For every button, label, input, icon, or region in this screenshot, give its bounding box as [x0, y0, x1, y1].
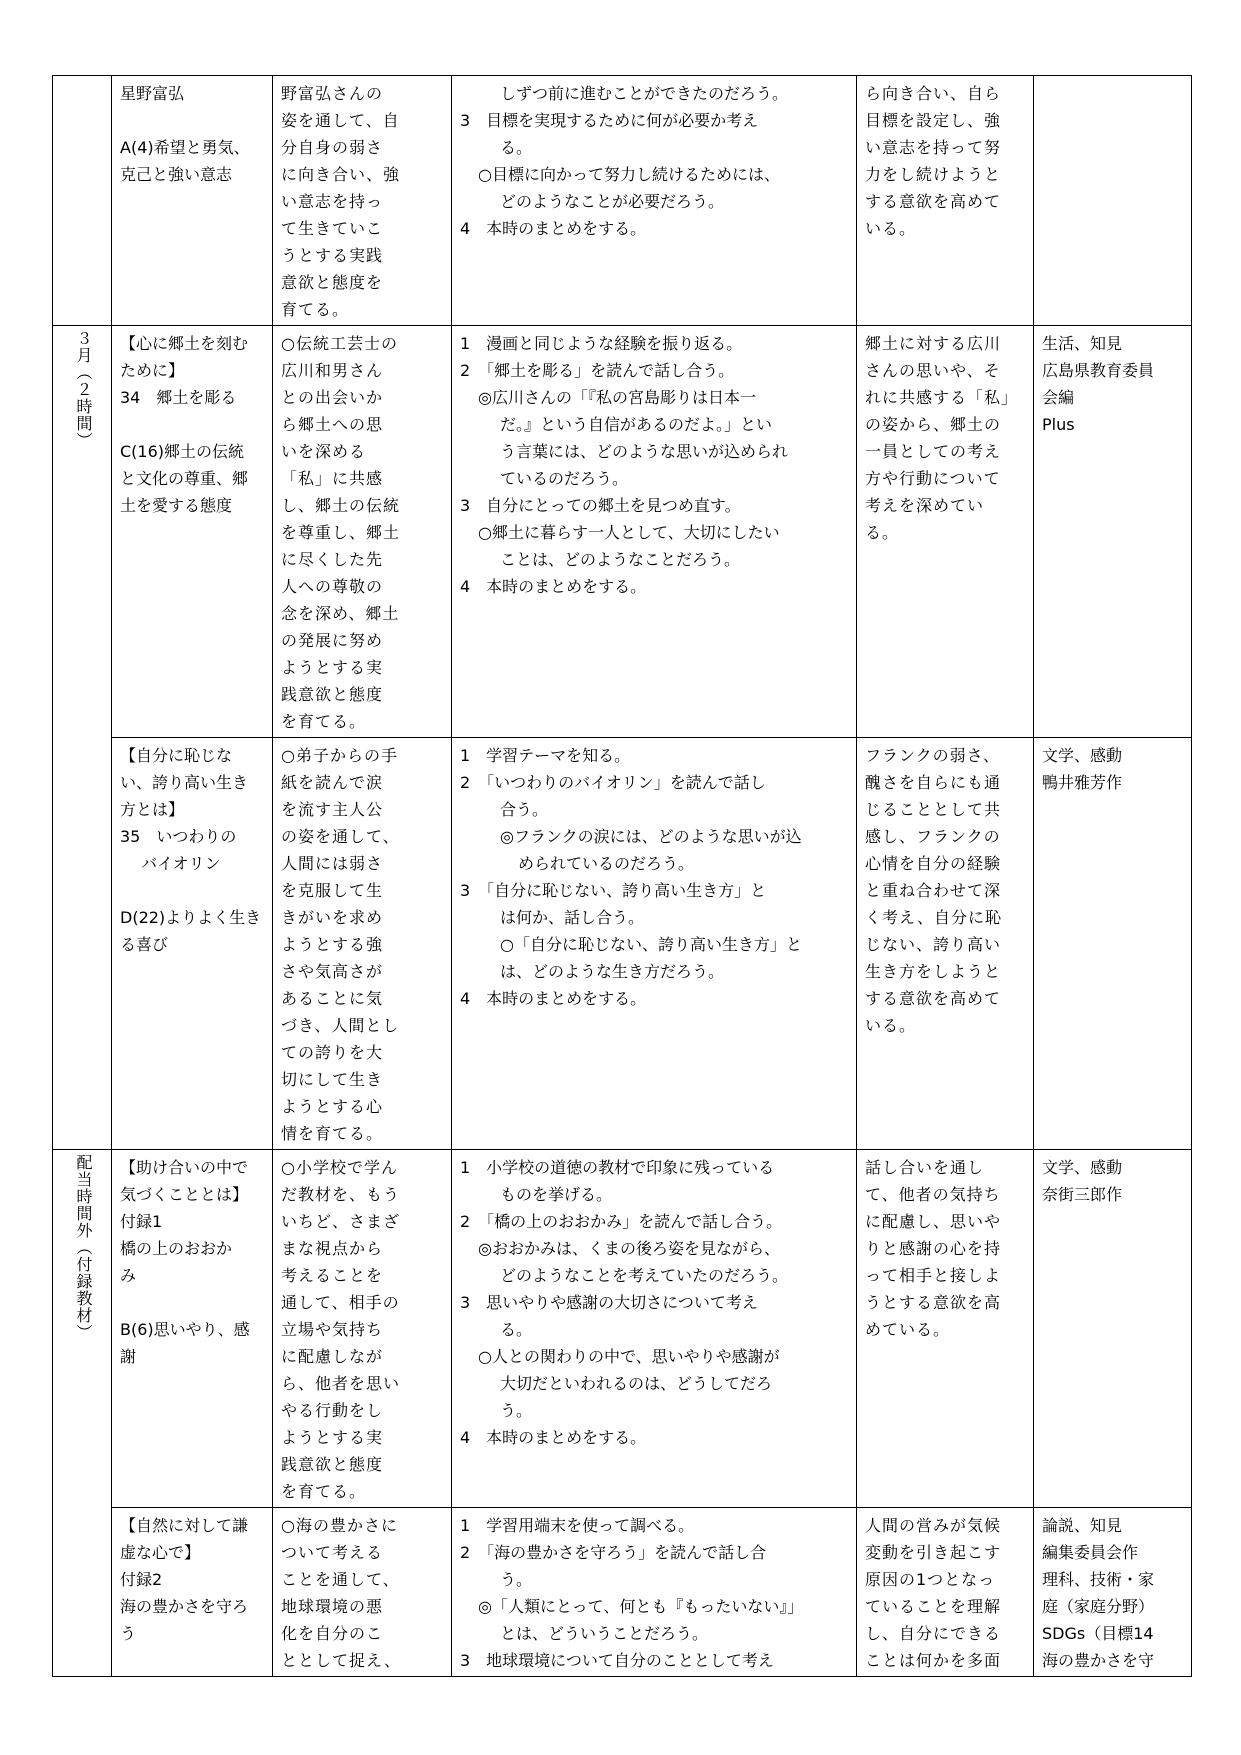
unit-cell — [112, 738, 273, 1150]
cell-line: ら、他者を思い — [281, 1374, 401, 1393]
cell-line: いを深める — [281, 442, 367, 461]
cell-line: ○海の豊かさに — [281, 1516, 398, 1535]
unit-cell — [112, 1150, 273, 1508]
unit-cell — [112, 76, 273, 326]
cell-line: を育てる。 — [281, 1482, 367, 1501]
related-cell — [1034, 738, 1192, 1150]
cell-line: どのようなことが必要だろう。 — [500, 192, 725, 211]
cell-line: 35 いつわりの — [120, 827, 237, 846]
cell-line: 海の豊かさを守ろ — [120, 1597, 249, 1616]
cell-line: 心情を自分の経験 — [865, 854, 1002, 873]
cell-line: められているのだろう。 — [518, 854, 695, 873]
cell-line: B(6)思いやり、感 — [120, 1320, 250, 1339]
cell-line: 気づくこととは】 — [120, 1185, 249, 1204]
cell-line: を尊重し、郷土 — [281, 523, 401, 542]
cell-line: ての誇りを大 — [281, 1043, 384, 1062]
eval-cell — [857, 1150, 1034, 1508]
cell-line: 3 「自分に恥じない、誇り高い生き方」と — [460, 881, 767, 900]
cell-line: C(16)郷土の伝統 — [120, 442, 245, 461]
cell-line: じることとして共 — [865, 800, 1002, 819]
cell-line: ◎おおかみは、くまの後ろ姿を見ながら、 — [478, 1239, 780, 1258]
cell-line: に配慮し、思いや — [865, 1212, 1002, 1231]
cell-line: 変動を引き起こす — [865, 1543, 1002, 1562]
cell-line: 1 学習用端末を使って調べる。 — [460, 1516, 695, 1535]
cell-line: 力をし続けようと — [865, 165, 1002, 184]
cell-line: 奈街三郎作 — [1042, 1185, 1123, 1204]
cell-line: 3 思いやりや感謝の大切さについて考え — [460, 1293, 758, 1312]
cell-line: に向き合い、強 — [281, 165, 401, 184]
cell-line: ○伝統工芸士の — [281, 334, 398, 353]
cell-line: SDGs（目標14 — [1042, 1624, 1154, 1643]
cell-line — [120, 107, 266, 134]
cell-line: 克己と強い意志 — [120, 165, 233, 184]
month-cell — [53, 76, 112, 326]
cell-line: さや気高さが — [281, 962, 384, 981]
cell-line: 一員としての考え — [865, 442, 1002, 461]
cell-line: 郷土に対する広川 — [865, 334, 1002, 353]
cell-line: て、他者の気持ち — [865, 1185, 1001, 1204]
cell-line: ◎フランクの涙には、どのような思いが込 — [500, 827, 802, 846]
cell-line: ことは何かを多面 — [865, 1651, 1002, 1670]
cell-line: 4 本時のまとめをする。 — [460, 1428, 647, 1447]
cell-line: 編集委員会作 — [1042, 1543, 1139, 1562]
cell-line: いちど、さまざ — [281, 1212, 401, 1231]
cell-line: う — [120, 1624, 137, 1643]
table-row — [53, 326, 1192, 738]
cell-line: ら向き合い、自ら — [865, 84, 1002, 103]
cell-line: いる。 — [865, 219, 917, 238]
cell-line: 付録1 — [120, 1212, 163, 1231]
flow-cell — [452, 738, 857, 1150]
cell-line: 践意欲と態度 — [281, 1455, 384, 1474]
cell-line: 庭（家庭分野） — [1042, 1597, 1155, 1616]
cell-line: 広川和男さん — [281, 361, 384, 380]
cell-line: い意志を持っ — [281, 192, 384, 211]
cell-line: ものを挙げる。 — [500, 1185, 613, 1204]
cell-line: りと感謝の心を持 — [865, 1239, 1002, 1258]
cell-line: 人間の営みが気候 — [865, 1516, 1002, 1535]
cell-line: する意欲を高めて — [865, 192, 1002, 211]
cell-line: の姿を通して、 — [281, 827, 400, 846]
cell-line: Plus — [1042, 415, 1075, 434]
cell-line: 野富弘さんの — [281, 84, 384, 103]
cell-line: 情を育てる。 — [281, 1124, 384, 1143]
eval-cell — [857, 1508, 1034, 1677]
month-cell — [53, 1150, 112, 1677]
cell-line: 醜さを自らにも通 — [865, 773, 1002, 792]
cell-line: う言葉には、どのような思いが込められ — [500, 442, 789, 461]
cell-line: いる。 — [865, 1016, 917, 1035]
flow-cell — [452, 1508, 857, 1677]
cell-line: 謝 — [120, 1347, 137, 1366]
cell-line: う。 — [500, 1401, 533, 1420]
cell-line: 会編 — [1042, 388, 1075, 407]
cell-line: い意志を持って努 — [865, 138, 1002, 157]
cell-line: ことを通して、 — [281, 1570, 400, 1589]
aim-cell — [273, 326, 452, 738]
cell-line: 文学、感動 — [1042, 746, 1123, 765]
cell-line: きがいを求め — [281, 908, 384, 927]
cell-line: 1 小学校の道徳の教材で印象に残っている — [460, 1158, 775, 1177]
cell-line: と文化の尊重、郷 — [120, 469, 249, 488]
cell-line: 鴨井雅芳作 — [1042, 773, 1123, 792]
cell-line: づき、人間とし — [281, 1016, 400, 1035]
cell-line: 1 学習テーマを知る。 — [460, 746, 631, 765]
cell-line: 化を自分のこ — [281, 1624, 384, 1643]
cell-line: し、郷土の伝統 — [281, 496, 401, 515]
cell-line: まな視点から — [281, 1239, 384, 1258]
table-row — [53, 1508, 1192, 1677]
cell-line — [120, 1289, 266, 1316]
cell-line: 34 郷土を彫る — [120, 388, 237, 407]
cell-line: ために】 — [120, 361, 185, 380]
cell-line: 大切だといわれるのは、どうしてだろ — [500, 1374, 773, 1393]
cell-line: ようとする心 — [281, 1097, 384, 1116]
related-cell — [1034, 1508, 1192, 1677]
cell-line: ていることを理解 — [865, 1597, 1002, 1616]
cell-line: 生き方をしようと — [865, 962, 1002, 981]
flow-cell — [452, 1150, 857, 1508]
cell-line: 人間には弱さ — [281, 854, 384, 873]
cell-line: ようとする実 — [281, 658, 384, 677]
cell-line: 3 目標を実現するために何が必要か考え — [460, 111, 759, 130]
cell-line: を育てる。 — [281, 712, 367, 731]
cell-line: 3 自分にとっての郷土を見つめ直す。 — [460, 496, 741, 515]
cell-line: しずつ前に進むことができたのだろう。 — [500, 84, 789, 103]
cell-line: 意欲と態度を — [281, 273, 384, 292]
cell-line: ○弟子からの手 — [281, 746, 398, 765]
cell-line: い、誇り高い生き — [120, 773, 249, 792]
cell-line: D(22)よりよく生き — [120, 908, 262, 927]
cell-line: と重ね合わせて深 — [865, 881, 1002, 900]
cell-line: バイオリン — [120, 854, 221, 873]
cell-line: 【自然に対して謙 — [120, 1516, 249, 1535]
cell-line: 践意欲と態度 — [281, 685, 384, 704]
cell-line: 通して、相手の — [281, 1293, 400, 1312]
aim-cell — [273, 76, 452, 326]
cell-line: 4 本時のまとめをする。 — [460, 577, 647, 596]
cell-line: の発展に努め — [281, 631, 384, 650]
cell-line: は、どのような生き方だろう。 — [500, 962, 725, 981]
cell-line: じない、誇り高い — [865, 935, 1002, 954]
cell-line: 方や行動について — [865, 469, 1001, 488]
cell-line: どのようなことを考えていたのだろう。 — [500, 1266, 789, 1285]
cell-line: うとする実践 — [281, 246, 384, 265]
table-row — [53, 76, 1192, 326]
cell-line: れに共感する「私」 — [865, 388, 1019, 407]
cell-line: 土を愛する態度 — [120, 496, 233, 515]
cell-line: 話し合いを通し — [865, 1158, 985, 1177]
cell-line: る。 — [865, 523, 900, 542]
related-cell — [1034, 326, 1192, 738]
cell-line: 4 本時のまとめをする。 — [460, 989, 647, 1008]
cell-line: 考えることを — [281, 1266, 384, 1285]
cell-line: ○郷土に暮らす一人として、大切にしたい — [478, 523, 780, 542]
cell-line: 付録2 — [120, 1570, 163, 1589]
eval-cell — [857, 738, 1034, 1150]
cell-line: 広島県教育委員 — [1042, 361, 1155, 380]
eval-cell — [857, 76, 1034, 326]
table-row — [53, 738, 1192, 1150]
cell-line: ○小学校で学ん — [281, 1158, 398, 1177]
cell-line: 原因の1つとなっ — [865, 1570, 996, 1589]
cell-line: の姿から、郷土の — [865, 415, 1002, 434]
aim-cell — [273, 1508, 452, 1677]
aim-cell — [273, 1150, 452, 1508]
cell-line: ととして捉え、 — [281, 1651, 401, 1670]
cell-line: めている。 — [865, 1320, 951, 1339]
cell-line: 理科、技術・家 — [1042, 1570, 1155, 1589]
cell-line: ようとする強 — [281, 935, 384, 954]
cell-line: る。 — [500, 138, 533, 157]
cell-line: 姿を通して、自 — [281, 111, 400, 130]
eval-cell — [857, 326, 1034, 738]
cell-line: 考えを深めてい — [865, 496, 985, 515]
month-cell — [53, 326, 112, 1150]
cell-line: 【自分に恥じな — [120, 746, 233, 765]
cell-line: 文学、感動 — [1042, 1158, 1123, 1177]
cell-line: 4 本時のまとめをする。 — [460, 219, 647, 238]
cell-line: し、自分にできる — [865, 1624, 1002, 1643]
cell-line: ているのだろう。 — [500, 469, 629, 488]
cell-line: あることに気 — [281, 989, 384, 1008]
cell-line: 海の豊かさを守 — [1042, 1651, 1155, 1670]
cell-line: は何か、話し合う。 — [500, 908, 645, 927]
cell-line: 「私」に共感 — [281, 469, 384, 488]
cell-line: 目標を設定し、強 — [865, 111, 1002, 130]
cell-line: 感し、フランクの — [865, 827, 1001, 846]
cell-line: 星野富弘 — [120, 84, 185, 103]
cell-line: る。 — [500, 1320, 533, 1339]
cell-line: 3 地球環境について自分のこととして考え — [460, 1651, 774, 1670]
cell-line: ようとする実 — [281, 1428, 384, 1447]
cell-line: み — [120, 1266, 137, 1285]
cell-line: て生きていこ — [281, 219, 384, 238]
cell-line: A(4)希望と勇気、 — [120, 138, 250, 157]
cell-line: 生活、知見 — [1042, 334, 1123, 353]
cell-line: 2 「海の豊かさを守ろう」を読んで話し合 — [460, 1543, 767, 1562]
cell-line: だ教材を、もう — [281, 1185, 401, 1204]
cell-line: 2 「いつわりのバイオリン」を読んで話し — [460, 773, 766, 792]
cell-line — [120, 411, 266, 438]
month-label: ３月（２時間） — [74, 330, 93, 449]
cell-line: 合う。 — [500, 800, 549, 819]
cell-line: やる行動をし — [281, 1401, 384, 1420]
cell-line: ◎「人類にとって、何とも『もったいない』」 — [478, 1597, 804, 1616]
cell-line: 2 「郷土を彫る」を読んで話し合う。 — [460, 361, 735, 380]
cell-line: とは、どういうことだろう。 — [500, 1624, 709, 1643]
cell-line: 【助け合いの中で — [120, 1158, 249, 1177]
cell-line: う。 — [500, 1570, 533, 1589]
cell-line: 切にして生き — [281, 1070, 384, 1089]
cell-line: フランクの弱さ、 — [865, 746, 1001, 765]
cell-line: 人への尊敬の — [281, 577, 384, 596]
cell-line: 虚な心で】 — [120, 1543, 201, 1562]
cell-line: を流す主人公 — [281, 800, 384, 819]
cell-line: ら郷土への思 — [281, 415, 384, 434]
cell-line: る喜び — [120, 935, 169, 954]
cell-line: 1 漫画と同じような経験を振り返る。 — [460, 334, 743, 353]
month-label: 配当時間外（付録教材） — [74, 1154, 93, 1341]
cell-line: ○「自分に恥じない、誇り高い生き方」と — [500, 935, 802, 954]
cell-line: ◎広川さんの「『私の宮島彫りは日本一 — [478, 388, 756, 407]
cell-line: に尽くした先 — [281, 550, 384, 569]
cell-line: との出会いか — [281, 388, 384, 407]
related-cell — [1034, 1150, 1192, 1508]
cell-line: 橋の上のおおか — [120, 1239, 233, 1258]
unit-cell — [112, 1508, 273, 1677]
cell-line: 論説、知見 — [1042, 1516, 1123, 1535]
cell-line: ことは、どのようなことだろう。 — [500, 550, 741, 569]
table-row — [53, 1150, 1192, 1508]
cell-line: ○目標に向かって努力し続けるためには、 — [478, 165, 780, 184]
aim-cell — [273, 738, 452, 1150]
cell-line: だ。』という自信があるのだよ。」とい — [500, 415, 773, 434]
cell-line: 念を深め、郷土 — [281, 604, 400, 623]
cell-line: 立場や気持ち — [281, 1320, 384, 1339]
cell-line: 地球環境の悪 — [281, 1597, 384, 1616]
unit-cell — [112, 326, 273, 738]
cell-line: ○人との関わりの中で、思いやりや感謝が — [478, 1347, 780, 1366]
related-cell — [1034, 76, 1192, 326]
cell-line: うとする意欲を高 — [865, 1293, 1002, 1312]
cell-line: 方とは】 — [120, 800, 185, 819]
flow-cell — [452, 326, 857, 738]
cell-line: ついて考える — [281, 1543, 384, 1562]
lesson-plan-table — [52, 75, 1192, 1677]
cell-line: く考え、自分に恥 — [865, 908, 1002, 927]
cell-line: を克服して生 — [281, 881, 384, 900]
cell-line: 分自身の弱さ — [281, 138, 384, 157]
flow-cell — [452, 76, 857, 326]
cell-line: 育てる。 — [281, 300, 350, 319]
cell-line: さんの思いや、そ — [865, 361, 1001, 380]
cell-line — [120, 877, 266, 904]
cell-line: する意欲を高めて — [865, 989, 1002, 1008]
cell-line: 【心に郷土を刻む — [120, 334, 249, 353]
cell-line: 2 「橋の上のおおかみ」を読んで話し合う。 — [460, 1212, 783, 1231]
cell-line: って相手と接しよ — [865, 1266, 1002, 1285]
cell-line: に配慮しなが — [281, 1347, 384, 1366]
cell-line: 紙を読んで涙 — [281, 773, 384, 792]
